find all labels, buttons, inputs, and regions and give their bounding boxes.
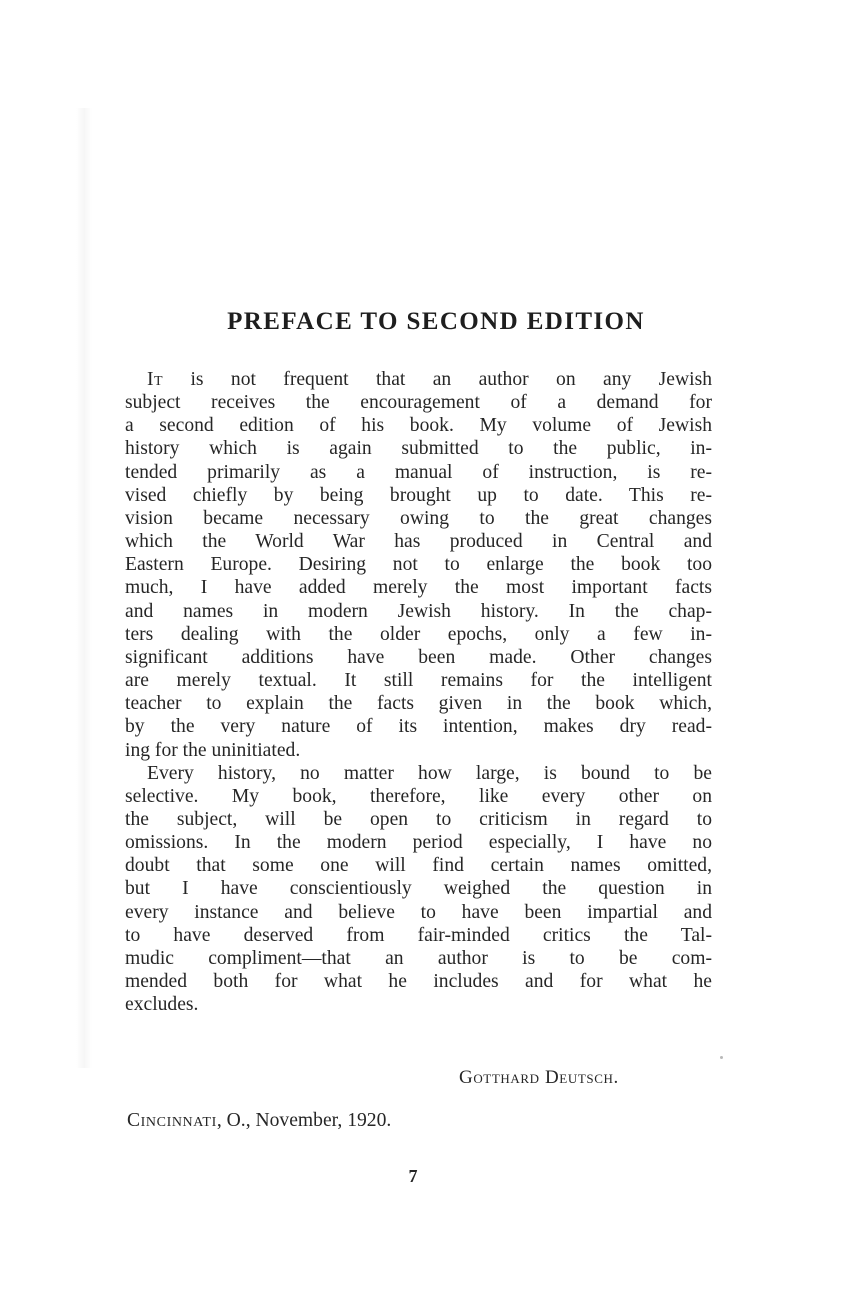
line-text: Eastern Europe. Desiring not to enlarge the book too (125, 554, 712, 576)
text-line (125, 785, 712, 808)
line-text: and names in modern Jewish history. In the chap- (125, 600, 712, 622)
text-line (125, 623, 712, 646)
text-line (125, 646, 712, 669)
text-line (125, 461, 712, 484)
paragraph-2 (125, 762, 712, 1017)
line-text: a second edition of his book. My volume of Jewish (125, 415, 712, 437)
text-line (125, 970, 712, 993)
gutter-shadow (76, 108, 92, 1068)
paragraph-1 (125, 368, 712, 762)
author-signature: Gotthard Deutsch. (459, 1067, 619, 1088)
line-text: mudic compliment—that an author is to be com- (125, 947, 712, 969)
text-line (125, 368, 712, 391)
line-text: history which is again submitted to the public, in- (125, 438, 712, 460)
text-line (125, 669, 712, 692)
line-text: ters dealing with the older epochs, only a few in- (125, 623, 712, 645)
line-text: much, I have added merely the most important facts (125, 577, 712, 599)
text-line (125, 530, 712, 553)
line-text: mended both for what he includes and for what he (125, 971, 712, 993)
text-line (125, 437, 712, 460)
line-text: omissions. In the modern period especially, I have no (125, 832, 712, 854)
line-text: is not frequent that an author on any Jewish (163, 369, 712, 390)
line-text: the subject, will be open to criticism in regard to (125, 808, 712, 830)
text-line (125, 692, 712, 715)
text-line (125, 414, 712, 437)
line-text: vision became necessary owing to the great changes (125, 507, 712, 529)
text-line (125, 576, 712, 599)
line-text: excludes. (125, 994, 199, 1016)
text-line (125, 391, 712, 414)
text-line (125, 831, 712, 854)
text-line (125, 877, 712, 900)
line-text: vised chiefly by being brought up to date. This re- (125, 484, 712, 506)
line-text: doubt that some one will find certain names omitted, (125, 855, 712, 877)
line-text: are merely textual. It still remains for the intelligent (125, 670, 712, 692)
lead-word: It (147, 369, 164, 390)
line-text: every instance and believe to have been impartial and (125, 901, 712, 923)
line-text: Every history, no matter how large, is bound to be (147, 762, 712, 784)
line-text: which the World War has produced in Central and (125, 531, 712, 553)
text-line (125, 507, 712, 530)
line-text: by the very nature of its intention, makes dry read- (125, 716, 712, 738)
line-text: teacher to explain the facts given in the book which, (125, 693, 712, 715)
text-line (125, 901, 712, 924)
line-text: tended primarily as a manual of instruction, is re- (125, 461, 712, 483)
line-text: subject receives the encouragement of a demand for (125, 392, 712, 414)
line-text: significant additions have been made. Other changes (125, 646, 712, 668)
city-name: Cincinnati (127, 1110, 217, 1131)
text-line (125, 762, 712, 785)
text-line (125, 600, 712, 623)
text-line (125, 854, 712, 877)
line-text: but I have conscientiously weighed the question in (125, 878, 712, 900)
page-number: 7 (408, 1166, 418, 1186)
page-title: PREFACE TO SECOND EDITION (227, 308, 645, 335)
text-line (125, 924, 712, 947)
text-line (125, 715, 712, 738)
text-line (125, 808, 712, 831)
place-and-date (127, 1110, 391, 1132)
text-line (125, 553, 712, 576)
text-line (125, 993, 712, 1016)
text-line (125, 739, 712, 762)
date-text: , O., November, 1920. (216, 1110, 392, 1131)
line-text: to have deserved from fair-minded critics the Tal- (125, 924, 712, 946)
scan-speck (720, 1056, 723, 1059)
line-text: ing for the uninitiated. (125, 739, 301, 761)
text-line (125, 484, 712, 507)
preface-body (125, 368, 712, 1016)
line-text: selective. My book, therefore, like every other on (125, 785, 712, 807)
text-line (125, 947, 712, 970)
